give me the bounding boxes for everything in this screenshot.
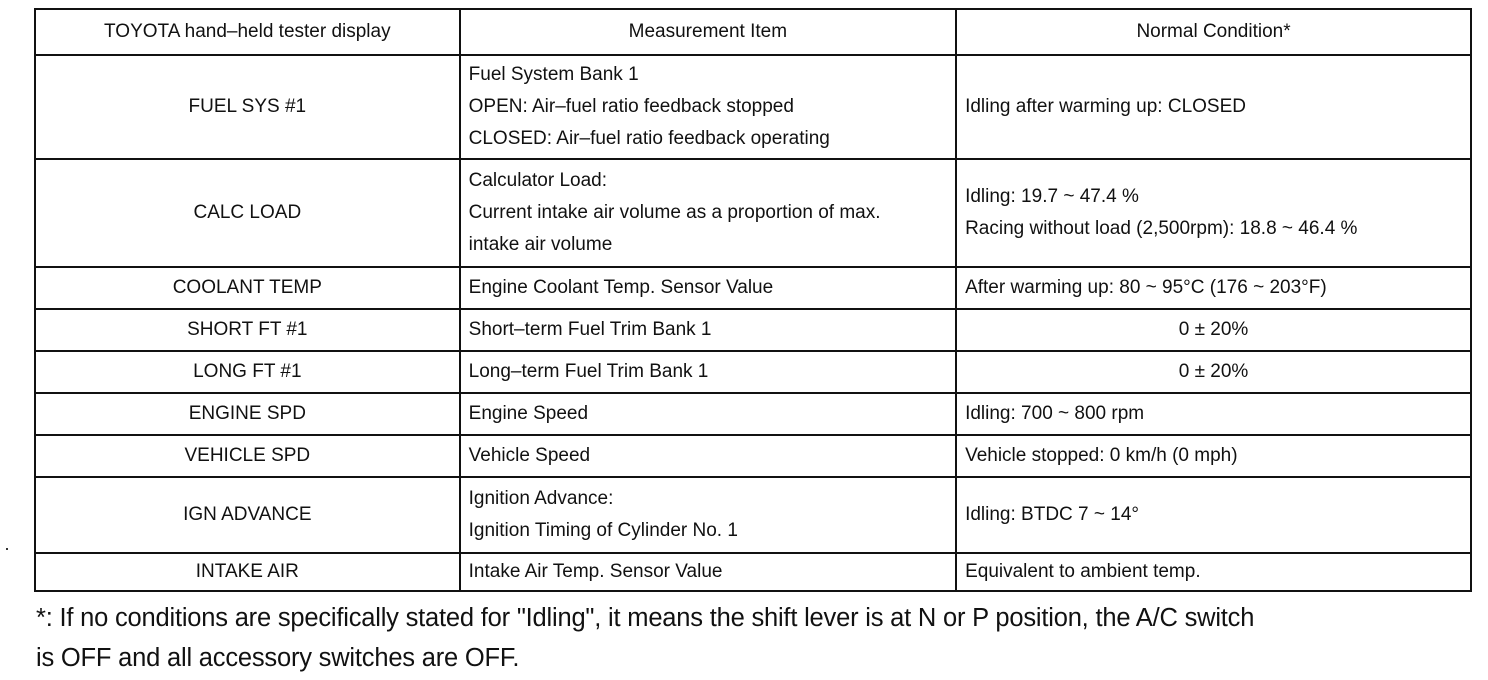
measurement-item-line: Ignition Advance:: [468, 488, 614, 509]
cell-measurement-item: [460, 351, 956, 393]
table-row: [35, 435, 1471, 477]
measurement-item-line: Calculator Load:: [468, 170, 608, 191]
normal-condition-line: Idling: 700 ~ 800 rpm: [965, 403, 1145, 424]
normal-condition-line: Equivalent to ambient temp.: [965, 561, 1201, 582]
table-row: [35, 309, 1471, 351]
cell-measurement-item: [460, 477, 956, 553]
measurement-item-line: Ignition Timing of Cylinder No. 1: [468, 520, 738, 541]
cell-measurement-item: [460, 393, 956, 435]
data-list-sheet: [34, 8, 1472, 592]
measurement-item-line: Engine Speed: [468, 403, 589, 424]
footnote: [36, 598, 1476, 678]
cell-measurement-item: [460, 159, 956, 267]
scan-speck: [6, 548, 8, 550]
cell-tester-display: SHORT FT #1: [35, 309, 460, 351]
table-header-row: [35, 9, 1471, 55]
cell-tester-display: INTAKE AIR: [35, 553, 460, 591]
header-measurement-item: Measurement Item: [460, 9, 956, 55]
data-list-table: [34, 8, 1472, 592]
measurement-item-line: Engine Coolant Temp. Sensor Value: [468, 277, 774, 298]
cell-measurement-item: [460, 309, 956, 351]
cell-tester-display: CALC LOAD: [35, 159, 460, 267]
normal-condition-line: Idling: BTDC 7 ~ 14°: [965, 504, 1140, 525]
footnote-line-1: *: If no conditions are specifically stated for "Idling", it means the shift lever is at N or P position, the A/C switch: [36, 604, 1255, 632]
cell-measurement-item: [460, 553, 956, 591]
normal-condition-line: Idling after warming up: CLOSED: [965, 96, 1246, 117]
measurement-item-line: Vehicle Speed: [468, 445, 591, 466]
table-row: [35, 159, 1471, 267]
table-row: [35, 477, 1471, 553]
measurement-item-line: Intake Air Temp. Sensor Value: [468, 561, 723, 582]
footnote-line-2: is OFF and all accessory switches are OFF.: [36, 644, 520, 672]
normal-condition-line: 0 ± 20%: [1178, 319, 1249, 340]
measurement-item-line: Fuel System Bank 1: [468, 64, 639, 85]
header-tester-display: TOYOTA hand–held tester display: [35, 9, 460, 55]
cell-tester-display: IGN ADVANCE: [35, 477, 460, 553]
normal-condition-line: After warming up: 80 ~ 95°C (176 ~ 203°F): [965, 277, 1327, 298]
table-body: [35, 55, 1471, 591]
cell-tester-display: ENGINE SPD: [35, 393, 460, 435]
cell-measurement-item: [460, 55, 956, 159]
table-row: [35, 393, 1471, 435]
normal-condition-line: Vehicle stopped: 0 km/h (0 mph): [965, 445, 1238, 466]
table-row: [35, 553, 1471, 591]
cell-measurement-item: [460, 435, 956, 477]
measurement-item-line: Current intake air volume as a proportion of max.: [468, 202, 881, 223]
cell-normal-condition: [956, 309, 1471, 351]
cell-tester-display: LONG FT #1: [35, 351, 460, 393]
cell-normal-condition: [956, 351, 1471, 393]
cell-tester-display: FUEL SYS #1: [35, 55, 460, 159]
cell-measurement-item: [460, 267, 956, 309]
cell-tester-display: VEHICLE SPD: [35, 435, 460, 477]
cell-normal-condition: [956, 267, 1471, 309]
measurement-item-line: Short–term Fuel Trim Bank 1: [468, 319, 712, 340]
table-row: [35, 55, 1471, 159]
normal-condition-line: Racing without load (2,500rpm): 18.8 ~ 46.4 %: [965, 218, 1358, 239]
cell-normal-condition: [956, 435, 1471, 477]
cell-normal-condition: [956, 393, 1471, 435]
measurement-item-line: intake air volume: [468, 234, 613, 255]
cell-normal-condition: [956, 159, 1471, 267]
normal-condition-line: Idling: 19.7 ~ 47.4 %: [965, 186, 1139, 207]
table-row: [35, 267, 1471, 309]
cell-normal-condition: [956, 477, 1471, 553]
measurement-item-line: Long–term Fuel Trim Bank 1: [468, 361, 709, 382]
header-normal-condition: Normal Condition*: [956, 9, 1471, 55]
measurement-item-line: OPEN: Air–fuel ratio feedback stopped: [468, 96, 794, 117]
cell-normal-condition: [956, 55, 1471, 159]
cell-normal-condition: [956, 553, 1471, 591]
measurement-item-line: CLOSED: Air–fuel ratio feedback operating: [468, 128, 830, 149]
table-row: [35, 351, 1471, 393]
cell-tester-display: COOLANT TEMP: [35, 267, 460, 309]
normal-condition-line: 0 ± 20%: [1178, 361, 1249, 382]
